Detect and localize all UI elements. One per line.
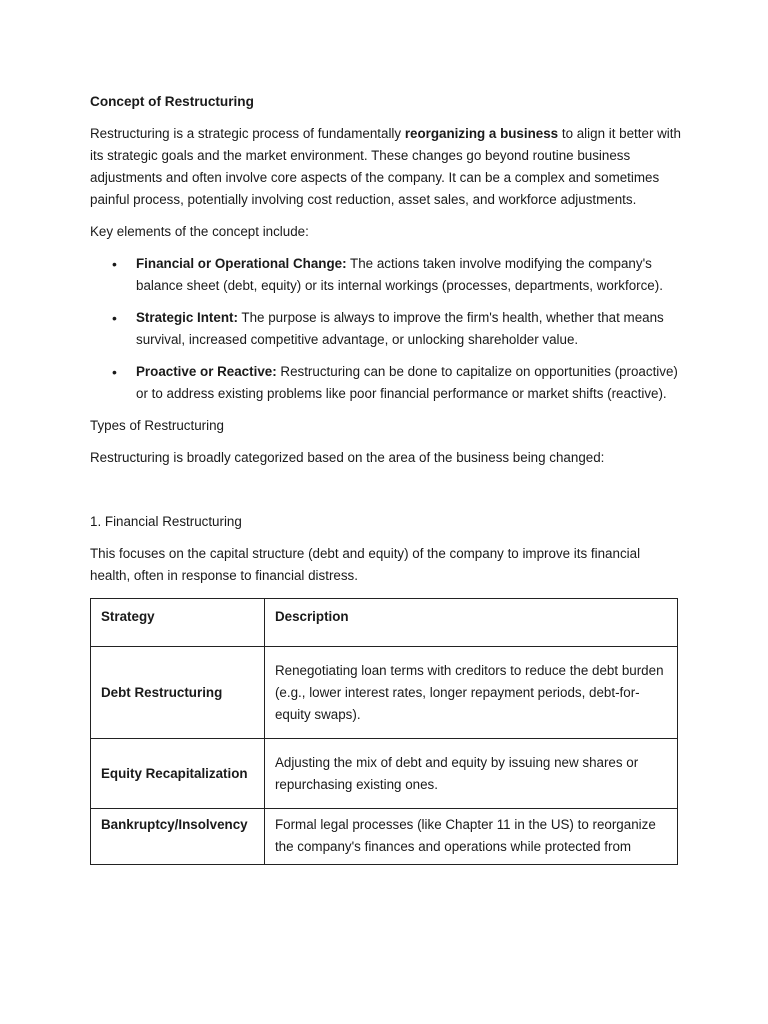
table-row [91,809,678,865]
list-item-text: The actions taken involve modifying the company's balance sheet (debt, equity) or its internal workings (processes, departments, workforce). [136,256,663,293]
table-header-cell [91,599,265,647]
page-title: Concept of Restructuring [90,94,254,109]
table-header-cell [264,599,677,647]
intro-paragraph [90,123,682,211]
bullet-icon: • [112,310,117,326]
list-item-term: Financial or Operational Change: [136,256,347,271]
description-cell-text: Formal legal processes (like Chapter 11 in the US) to reorganize the company's finances and operations while protected from [274,817,656,854]
list-item-term: Strategic Intent: [136,310,238,325]
header-description: Description [274,609,349,624]
list-item-text: The purpose is always to improve the firm's health, whether that means survival, increased competitive advantage, or unlocking shareholder value. [136,310,664,347]
table-row [91,739,678,809]
list-item-text: Restructuring can be done to capitalize on opportunities (proactive) or to address existing problems like poor financial performance or market shifts (reactive). [136,364,678,401]
list-item [90,361,682,405]
key-elements-list [90,253,682,405]
key-elements-intro: Key elements of the concept include: [90,224,309,239]
list-item-term: Proactive or Reactive: [136,364,277,379]
types-heading: Types of Restructuring [90,418,224,433]
types-intro: Restructuring is broadly categorized based on the area of the business being changed: [90,450,605,465]
financial-description: This focuses on the capital structure (debt and equity) of the company to improve its financial health, often in response to financial distress. [90,546,641,583]
description-cell: Renegotiating loan terms with creditors to reduce the debt burden (e.g., lower interest rates, longer repayment periods, debt-for-equity swaps). [264,647,677,739]
strategy-cell-text: Bankruptcy/Insolvency [101,817,248,832]
bullet-icon: • [112,364,117,380]
strategy-cell: Debt Restructuring [91,647,265,739]
intro-text-end: to align it better with its strategic goals and the market environment. These changes go beyond routine business adjustments and often involve core aspects of the company. It can be a complex and sometimes painful process, potentially involving cost reduction, asset sales, and workforce adjustments. [90,126,681,207]
description-cell: Adjusting the mix of debt and equity by issuing new shares or repurchasing existing ones. [264,739,677,809]
list-item [90,253,682,297]
financial-heading: 1. Financial Restructuring [90,514,242,529]
bullet-icon: • [112,256,117,272]
table-row [91,647,678,739]
document-page [90,90,682,865]
strategy-cell: Equity Recapitalization [91,739,265,809]
intro-text-start: Restructuring is a strategic process of fundamentally [90,126,405,141]
description-cell [264,809,677,865]
strategy-table [90,598,678,865]
strategy-cell [91,809,265,865]
intro-emphasis: reorganizing a business [404,126,559,141]
table-header-row [91,599,678,647]
header-strategy: Strategy [101,609,155,624]
list-item [90,307,682,351]
